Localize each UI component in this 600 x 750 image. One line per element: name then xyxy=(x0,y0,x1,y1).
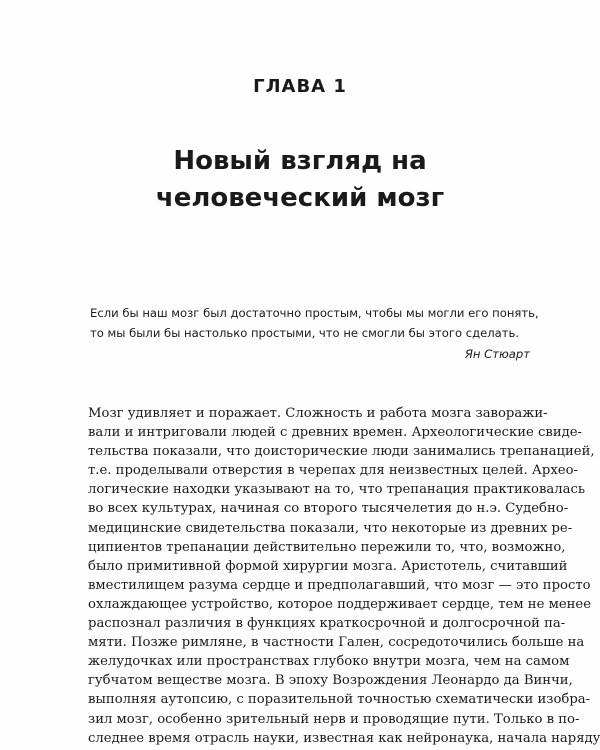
text-line: следнее время отрасль науки, известная как нейронаука, начала наряду xyxy=(88,730,600,746)
text-line: вместилищем разума сердце и предполагавший, что мозг — это просто xyxy=(88,577,591,593)
body-paragraph xyxy=(88,404,600,748)
text-line: распознал различия в функциях краткосрочной и долгосрочной па- xyxy=(88,616,566,632)
text-line: во всех культурах, начиная со второго тысячелетия до н.э. Судебно- xyxy=(88,501,569,517)
text-line: вали и интриговали людей с древних времен. Археологические свиде- xyxy=(88,425,583,441)
epigraph-author: Ян Стюарт xyxy=(464,347,530,361)
chapter-title-line: человеческий мозг xyxy=(155,183,445,213)
epigraph xyxy=(90,303,539,364)
chapter-title xyxy=(0,143,600,217)
text-line: тельства показали, что доисторические люди занимались трепанацией, xyxy=(88,444,595,460)
text-line: желудочках или пространствах глубоко внутри мозга, чем на самом xyxy=(88,654,570,670)
chapter-number: ГЛАВА 1 xyxy=(253,76,347,97)
text-line: логические находки указывают на то, что трепанация практиковалась xyxy=(88,482,586,498)
text-line: т.е. проделывали отверстия в черепах для неизвестных целей. Архео- xyxy=(88,463,578,479)
text-line: Мозг удивляет и поражает. Сложность и работа мозга заворажи- xyxy=(88,406,548,421)
text-line: выполняя аутопсию, с поразительной точностью схематически изобра- xyxy=(88,692,591,708)
text-line: ципиентов трепанации действительно пережили то, что, возможно, xyxy=(88,539,566,555)
text-line: охлаждающее устройство, которое поддерживает сердце, тем не менее xyxy=(88,596,592,612)
epigraph-line: Если бы наш мозг был достаточно простым, чтобы мы могли его понять, xyxy=(90,306,539,320)
text-line: зил мозг, особенно зрительный нерв и проводящие пути. Только в по- xyxy=(88,711,580,727)
text-line: мяти. Позже римляне, в частности Гален, сосредоточились больше на xyxy=(88,635,585,651)
text-line: медицинские свидетельства показали, что некоторые из древних ре- xyxy=(88,520,573,536)
text-line: было примитивной формой хирургии мозга. Аристотель, считавший xyxy=(88,558,568,574)
text-line: губчатом веществе мозга. В эпоху Возрождения Леонардо да Винчи, xyxy=(88,673,573,689)
epigraph-line: то мы были бы настолько простыми, что не смогли бы этого сделать. xyxy=(90,326,520,340)
chapter-title-line: Новый взгляд на xyxy=(173,146,427,176)
